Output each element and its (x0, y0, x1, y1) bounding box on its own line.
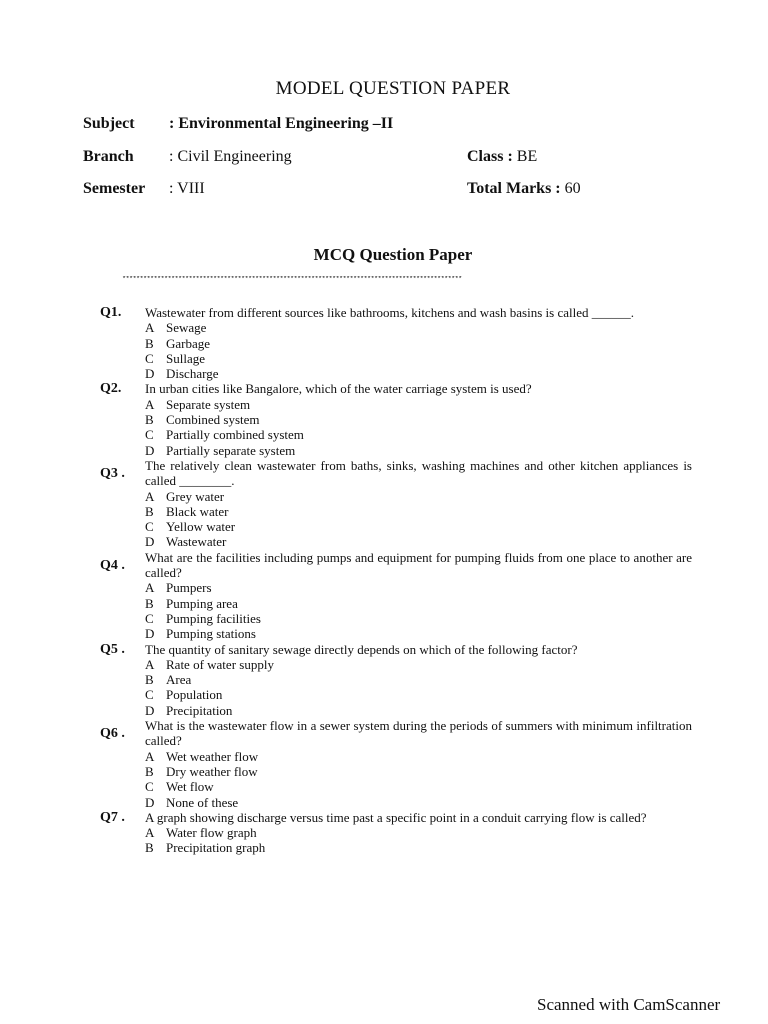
option-text: Separate system (166, 396, 251, 412)
option-text: Wastewater (166, 534, 227, 550)
answer-option (145, 534, 692, 549)
class-label: Class : (467, 148, 513, 165)
option-letter: A (145, 488, 155, 504)
option-letter: D (145, 702, 155, 718)
scanner-watermark: Scanned with CamScanner (537, 995, 721, 1014)
option-text: Black water (166, 503, 229, 519)
option-letter: A (145, 825, 155, 841)
mcq-section-title: MCQ Question Paper (313, 245, 473, 264)
answer-option (145, 626, 692, 641)
question-item (100, 810, 692, 856)
option-letter: A (145, 748, 155, 764)
question-text: Wastewater from different sources like bathrooms, kitchens and wash basins is called ______. (145, 305, 634, 320)
option-text: Pumping area (166, 595, 238, 611)
option-text: Discharge (166, 366, 219, 382)
subject-label: Subject (83, 115, 135, 132)
question-number: Q5 . (100, 641, 125, 657)
question-item (100, 458, 692, 550)
question-number: Q6 . (100, 726, 125, 742)
option-letter: C (145, 427, 154, 443)
answer-option (145, 351, 692, 366)
option-letter: B (145, 672, 154, 688)
option-letter: D (145, 794, 155, 810)
answer-option (145, 580, 692, 595)
option-letter: B (145, 335, 154, 351)
question-number: Q1. (100, 305, 122, 320)
option-letter: B (145, 503, 154, 519)
semester-label: Semester (83, 180, 146, 197)
option-letter: B (145, 763, 154, 779)
option-text: Combined system (166, 412, 260, 428)
option-letter: A (145, 320, 155, 336)
option-text: Sewage (166, 320, 207, 336)
question-number: Q7 . (100, 809, 125, 825)
branch-value: : Civil Engineering (169, 148, 292, 165)
semester-value: : VIII (169, 180, 205, 197)
question-number: Q4 . (100, 557, 125, 573)
option-text: Precipitation (166, 702, 233, 718)
answer-option (145, 703, 692, 718)
question-item (100, 305, 692, 381)
option-text: Dry weather flow (166, 763, 258, 779)
option-letter: B (145, 412, 154, 428)
option-text: Water flow graph (166, 825, 257, 841)
question-text: What are the facilities including pumps and equipment for pumping fluids from one place to another are called? (145, 549, 692, 581)
total-marks-label: Total Marks : (467, 180, 561, 197)
option-text: Pumpers (166, 580, 212, 596)
question-text: The relatively clean wastewater from baths, sinks, washing machines and other kitchen appliances is called ________. (145, 457, 692, 489)
answer-option (145, 687, 692, 702)
option-text: Rate of water supply (166, 656, 274, 672)
answer-option (145, 611, 692, 626)
option-letter: D (145, 366, 155, 382)
option-letter: A (145, 656, 155, 672)
option-text: Partially separate system (166, 442, 296, 458)
option-text: Pumping stations (166, 626, 256, 642)
subject-value: : Environmental Engineering –II (169, 115, 394, 132)
class-field (467, 148, 537, 166)
option-text: Garbage (166, 335, 211, 351)
answer-option (145, 443, 692, 458)
question-number: Q3 . (100, 465, 125, 481)
answer-option (145, 412, 692, 427)
branch-label: Branch (83, 148, 134, 165)
question-item (100, 642, 692, 718)
option-text: Wet flow (166, 779, 214, 795)
option-text: Precipitation graph (166, 840, 266, 856)
option-text: Partially combined system (166, 427, 304, 443)
answer-option (145, 336, 692, 351)
question-item (100, 381, 692, 457)
option-letter: C (145, 687, 154, 703)
class-value: BE (512, 148, 538, 165)
option-letter: A (145, 396, 155, 412)
answer-option (145, 320, 692, 335)
option-letter: B (145, 840, 154, 856)
option-letter: A (145, 580, 155, 596)
answer-option (145, 764, 692, 779)
option-letter: D (145, 626, 155, 642)
option-text: Population (166, 687, 223, 703)
option-text: Pumping facilities (166, 610, 261, 626)
question-list (100, 305, 692, 856)
answer-option (145, 840, 692, 855)
question-text: What is the wastewater flow in a sewer system during the periods of summers with minimum infiltration called? (145, 718, 692, 749)
option-letter: B (145, 595, 154, 611)
answer-option (145, 825, 692, 840)
total-marks-value: 60 (560, 180, 581, 197)
page-title: MODEL QUESTION PAPER (275, 78, 511, 99)
question-item (100, 550, 692, 642)
question-text: In urban cities like Bangalore, which of the water carriage system is used? (145, 381, 532, 397)
star-separator: ************************************************************************************************* (122, 276, 462, 284)
option-text: Sullage (166, 350, 205, 366)
option-text: Grey water (166, 488, 225, 504)
answer-option (145, 779, 692, 794)
answer-option (145, 427, 692, 442)
answer-option (145, 397, 692, 412)
option-text: None of these (166, 794, 239, 810)
answer-option (145, 596, 692, 611)
question-item (100, 718, 692, 810)
answer-option (145, 749, 692, 764)
option-letter: C (145, 610, 154, 626)
answer-option (145, 795, 692, 810)
answer-option (145, 489, 692, 504)
option-letter: C (145, 779, 154, 795)
question-number: Q2. (100, 381, 122, 397)
answer-option (145, 672, 692, 687)
question-text: The quantity of sanitary sewage directly depends on which of the following factor? (145, 641, 578, 657)
option-text: Yellow water (166, 519, 236, 535)
answer-option (145, 504, 692, 519)
total-marks-field (467, 180, 581, 198)
question-text: A graph showing discharge versus time past a specific point in a conduit carrying flow is called? (145, 809, 647, 825)
option-letter: C (145, 350, 154, 366)
option-letter: D (145, 534, 155, 550)
answer-option (145, 519, 692, 534)
option-text: Area (166, 672, 192, 688)
answer-option (145, 366, 692, 381)
option-text: Wet weather flow (166, 748, 259, 764)
answer-option (145, 657, 692, 672)
option-letter: C (145, 519, 154, 535)
option-letter: D (145, 442, 155, 458)
